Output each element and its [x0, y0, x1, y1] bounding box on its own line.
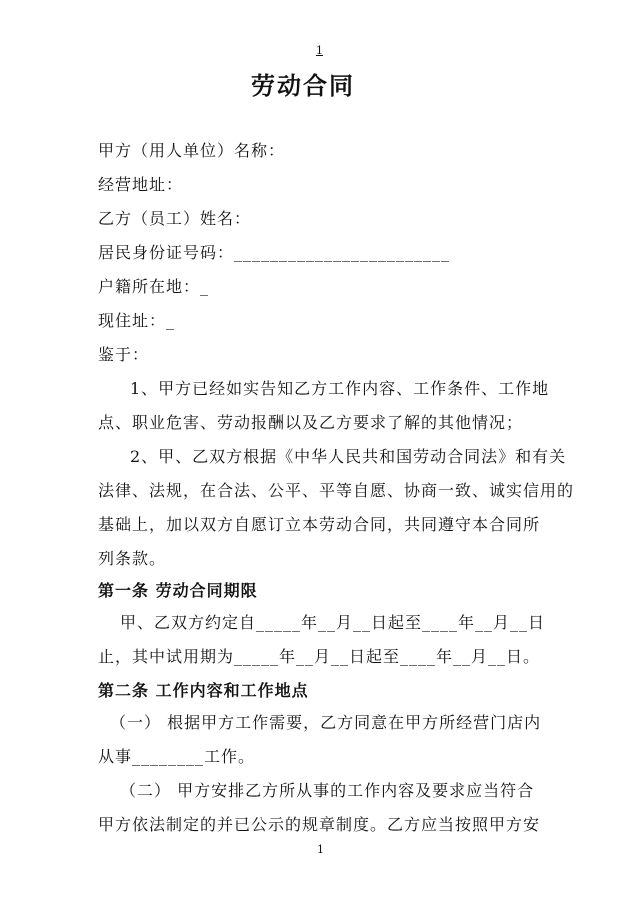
recital-line: 1、甲方已经如实告知乙方工作内容、工作条件、工作地: [130, 379, 550, 398]
recital-line: 点、职业危害、劳动报酬以及乙方要求了解的其他情况；: [98, 413, 524, 432]
article-2-line: （一） 根据甲方工作需要，乙方同意在甲方所经营门店内: [110, 713, 542, 732]
party-a-name-field: 甲方（用人单位）名称：: [98, 141, 286, 160]
article-2-line: （二） 甲方安排乙方所从事的工作内容及要求应当符合: [120, 781, 535, 800]
party-b-name-field: 乙方（员工）姓名：: [98, 209, 252, 228]
article-2-line: 甲方依法制定的并已公示的规章制度。乙方应当按照甲方安: [98, 815, 541, 834]
business-address-field: 经营地址：: [98, 175, 184, 194]
article-2-line: 从事________工作。: [98, 747, 256, 766]
id-number-field: 居民身份证号码：________________________: [98, 243, 451, 262]
household-registration-field: 户籍所在地：_: [98, 277, 210, 296]
page-number-top: 1: [316, 44, 323, 57]
document-title: 劳动合同: [251, 72, 355, 100]
article-1-line: 甲、乙双方约定自_____年__月__日起至____年__月__日: [120, 613, 546, 632]
article-2-heading: 第二条 工作内容和工作地点: [98, 681, 309, 700]
article-1-line: 止，其中试用期为_____年__月__日起至____年__月__日。: [98, 647, 541, 666]
article-1-heading: 第一条 劳动合同期限: [98, 581, 258, 600]
recital-line: 2、甲、乙双方根据《中华人民共和国劳动合同法》和有关: [130, 447, 567, 466]
recital-line: 法律、法规，在合法、公平、平等自愿、协商一致、诚实信用的: [98, 481, 575, 500]
current-address-field: 现住址：_: [98, 311, 176, 330]
recital-line: 列条款。: [98, 549, 167, 568]
page-number-bottom: 1: [317, 843, 324, 856]
whereas-label: 鉴于：: [98, 345, 150, 364]
recital-line: 基础上，加以双方自愿订立本劳动合同，共同遵守本合同所: [98, 515, 541, 534]
